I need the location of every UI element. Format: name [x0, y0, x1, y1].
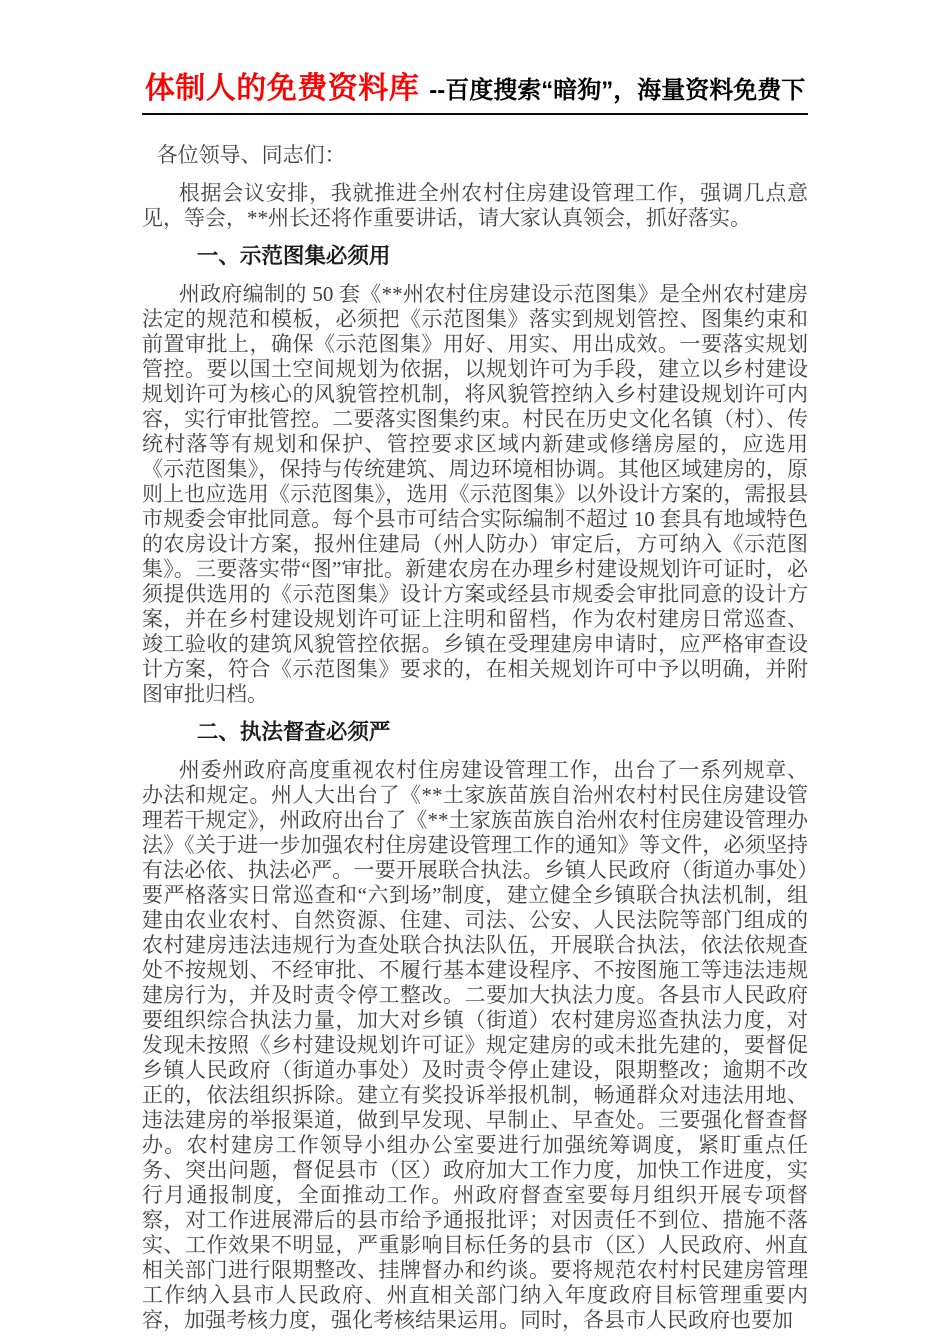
section-1-heading: 一、示范图集必须用 [196, 244, 391, 268]
brand-tagline: --百度搜索“暗狗”，海量资料免费下 [429, 77, 806, 104]
section-1-paragraph: 州政府编制的 50 套《**州农村住房建设示范图集》是全州农村建房法定的规范和模板，必须把《示范图集》落实到规划管控、图集约束和前置审批上，确保《示范图集》用好、用实、用出成效。一要落实规划管控。要以国土空间规划为依据，以规划许可为手段，建立以乡村建设规划许可为核心的风貌管控机制，将风貌管控纳入乡村建设规划许可内容，实行审批管控。二要落实图集约束。村民在历史文化名镇（村）、传统村落等有规划和保护、管控要求区域内新建或修缮房屋的，应选用《示范图集》，保持与传统建筑、周边环境相协调。其他区域建房的，原则上也应选用《示范图集》，选用《示范图集》以外设计方案的，需报县市规委会审批同意。每个县市可结合实际编制不超过 10 套具有地域特色的农房设计方案，报州住建局（州人防办）审定后，方可纳入《示范图集》。三要落实带“图”审批。新建农房在办理乡村建设规划许可证时，必须提供选用的《示范图集》设计方案或经县市规委会审批同意的设计方案，并在乡村建设规划许可证上注明和留档，作为农村建房日常巡查、竣工验收的建筑风貌管控依据。乡镇在受理建房申请时，应严格审查设计方案，符合《示范图集》要求的，在相关规划许可中予以明确，并附图审批归档。 [142, 282, 808, 706]
watermark-header [142, 0, 808, 115]
header-rule [142, 63, 808, 115]
document-body [142, 143, 808, 1333]
salutation: 各位领导、同志们： [156, 143, 346, 167]
section-2-paragraph: 州委州政府高度重视农村住房建设管理工作，出台了一系列规章、办法和规定。州人大出台了《**土家族苗族自治州农村村民住房建设管理若干规定》，州政府出台了《**土家族苗族自治州农村住房建设管理办法》《关于进一步加强农村住房建设管理工作的通知》等文件，必须坚持有法必依、执法必严。一要开展联合执法。乡镇人民政府（街道办事处）要严格落实日常巡查和“六到场”制度，建立健全乡镇联合执法机制，组建由农业农村、自然资源、住建、司法、公安、人民法院等部门组成的农村建房违法违规行为查处联合执法队伍，开展联合执法，依法依规查处不按规划、不经审批、不履行基本建设程序、不按图施工等违法违规建房行为，并及时责令停工整改。二要加大执法力度。各县市人民政府要组织综合执法力量，加大对乡镇（街道）农村建房巡查执法力度，对发现未按照《乡村建设规划许可证》规定建房的或未批先建的，要督促乡镇人民政府（街道办事处）及时责令停止建设，限期整改；逾期不改正的，依法组织拆除。建立有奖投诉举报机制，畅通群众对违法用地、违法建房的举报渠道，做到早发现、早制止、早查处。三要强化督查督办。农村建房工作领导小组办公室要进行加强统筹调度，紧盯重点任务、突出问题，督促县市（区）政府加大工作力度，加快工作进度，实行月通报制度，全面推动工作。州政府督查室要每月组织开展专项督察，对工作进展滞后的县市给予通报批评；对因责任不到位、措施不落实、工作效果不明显，严重影响目标任务的县市（区）人民政府、州直相关部门进行限期整改、挂牌督办和约谈。要将规范农村村民建房管理工作纳入县市人民政府、州直相关部门纳入年度政府目标管理重要内容，加强考核力度，强化考核结果运用。同时，各县市人民政府也要加 [142, 758, 808, 1332]
brand-text: 体制人的免费资料库 [144, 72, 420, 105]
section-2-heading: 二、执法督查必须严 [196, 720, 391, 744]
intro-paragraph: 根据会议安排，我就推进全州农村住房建设管理工作，强调几点意见，等会，**州长还将作重要讲话，请大家认真领会，抓好落实。 [142, 181, 808, 230]
